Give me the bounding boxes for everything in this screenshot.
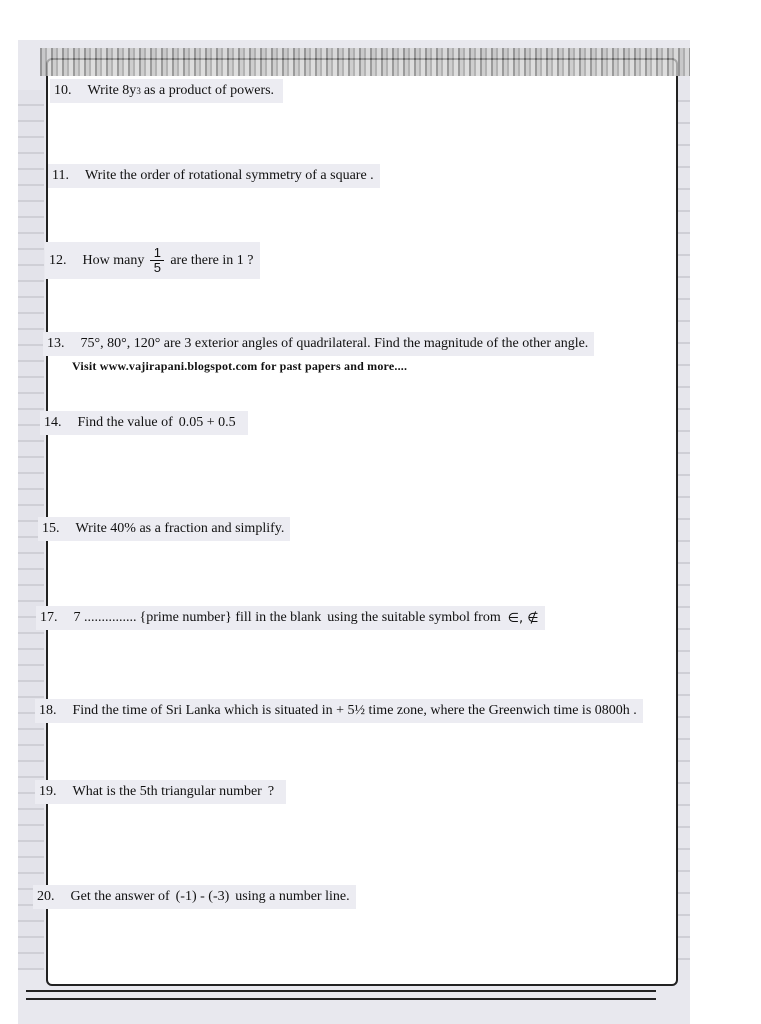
question-number: 18. [39,703,57,718]
question-text: What is the 5th triangular number [72,784,262,799]
website-notice: Visit www.vajirapani.blogspot.com for past papers and more.... [72,359,408,373]
question-text-after: are there in 1 ? [170,252,254,268]
question-text: Write the order of rotational symmetry of a square . [84,168,374,183]
question-number: 12. [49,252,67,268]
question-number: 10. [54,83,72,98]
question-number: 19. [39,784,57,799]
question-text: Find the value of [77,415,173,430]
question-text: Write 40% as a fraction and simplify. [75,521,285,536]
question-10 [50,79,283,103]
blank: 7 ............... [73,610,137,625]
question-14 [40,411,248,435]
exponent: 3 [136,86,141,96]
bottom-border-rule [26,990,656,1000]
question-mark: ? [267,784,275,799]
fraction-denominator: 5 [153,260,161,275]
question-number: 20. [37,889,55,904]
question-text: Write 8y [87,83,137,98]
question-text-after: as a product of powers. [143,83,275,98]
element-of-symbol: ∈, [507,610,524,626]
question-13 [43,332,594,356]
fraction [150,246,164,275]
expression: 0.05 + 0.5 [178,415,236,430]
question-18 [35,699,643,723]
question-text: 75°, 80°, 120° are 3 exterior angles of quadrilateral. Find the magnitude of the other angle. [80,336,589,351]
question-text-before: How many [82,252,145,268]
question-number: 11. [52,168,69,183]
question-text-after: using a number line. [235,889,350,904]
question-text: Get the answer of [70,889,170,904]
question-17 [36,606,545,630]
question-text: {prime number} fill in the blank [139,610,322,625]
question-19 [35,780,286,804]
fraction-numerator: 1 [153,245,161,260]
question-text: Find the time of Sri Lanka which is situated in + 5½ time zone, where the Greenwich time is 0800h . [72,703,637,718]
question-12 [45,242,260,279]
question-number: 15. [42,521,60,536]
question-text-2: using the suitable symbol from [327,610,501,625]
question-15 [38,517,290,541]
not-element-of-symbol: ∉ [527,610,539,626]
scan-top-noise [40,48,690,76]
question-20 [33,885,356,909]
question-11 [48,164,380,188]
question-number: 14. [44,415,62,430]
question-number: 13. [47,336,65,351]
question-number: 17. [40,610,58,625]
expression: (-1) - (-3) [175,889,230,904]
